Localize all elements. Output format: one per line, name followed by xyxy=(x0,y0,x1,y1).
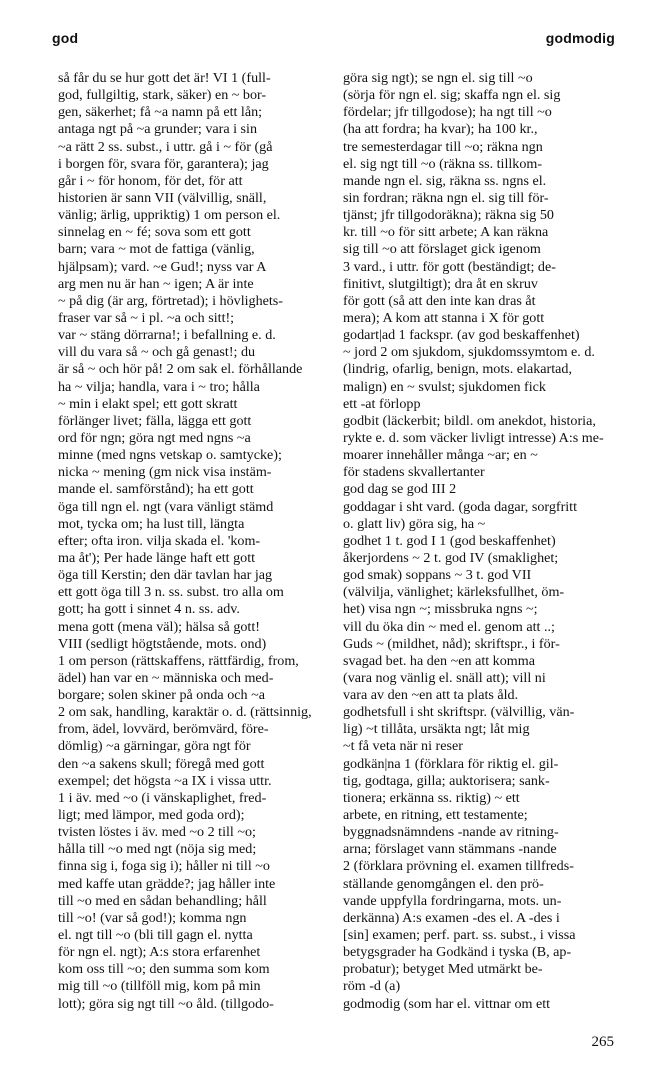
text-line: förlänger livet; fälla, lägga ett gott xyxy=(58,412,252,429)
text-line: (lindrig, ofarlig, benign, mots. elakartad, xyxy=(343,361,572,378)
text-line: till ~o med en sådan behandling; håll xyxy=(58,892,267,909)
text-line: derkänna) A:s examen -des el. A -des i xyxy=(343,909,560,926)
text-line: moarer innehåller många ~ar; en ~ xyxy=(343,447,538,464)
text-line: exempel; det högsta ~a IX i vissa uttr. xyxy=(58,772,272,789)
text-line: rykte e. d. som väcker livligt intresse) A:s me- xyxy=(343,429,604,446)
text-line: så får du se hur gott det är! VI 1 (full- xyxy=(58,70,271,86)
text-line: med kaffe utan grädde?; jag håller inte xyxy=(58,875,276,892)
text-line: o. glatt liv) göra sig, ha ~ xyxy=(343,515,486,532)
text-line: arg men nu är han ~ igen; A är inte xyxy=(58,275,254,292)
text-line: (vara nog vänlig el. snäll att); vill ni xyxy=(343,669,546,686)
text-line: ~t få veta när ni reser xyxy=(343,738,463,755)
text-line: sinnelag en ~ fé; sova som ett gott xyxy=(58,224,251,241)
text-line: hjälpsam); vard. ~e Gud!; nyss var A xyxy=(58,258,267,275)
text-line: 1 om person (rättskaffens, rättfärdig, from, xyxy=(58,652,299,669)
text-line: röm -d (a) xyxy=(343,978,401,995)
text-line: för gott (så att den inte kan dras åt xyxy=(343,292,536,309)
text-line: är så ~ och hör på! 2 om sak el. förhållande xyxy=(58,361,303,378)
text-line: ~ på dig (är arg, förtretad); i hövlighets- xyxy=(58,292,283,309)
text-line: tjänst; jfr tillgodoräkna); räkna sig 50 xyxy=(343,207,554,224)
text-line: finna sig i, foga sig i); håller ni till ~o xyxy=(58,858,270,875)
text-line: den ~a sakens skull; föregå med gott xyxy=(58,755,265,772)
text-line: sin fordran; räkna ngn el. sig till för- xyxy=(343,189,549,206)
text-line: arbete, en ritning, ett testamente; xyxy=(343,807,528,824)
text-line: lig) ~t tillåta, ursäkta ngt; låt mig xyxy=(343,721,530,738)
text-line: malign) en ~ svulst; sjukdomen fick xyxy=(343,378,546,395)
text-line: 3 vard., i uttr. för gott (beständigt; de- xyxy=(343,258,556,275)
text-line: hålla till ~o med ngt (nöja sig med; xyxy=(58,841,257,858)
text-line: VIII (sedligt högtstående, mots. ond) xyxy=(58,635,267,652)
text-line: fördelar; jfr tillgodose); ha ngt till ~o xyxy=(343,104,552,121)
text-line: öga till Kerstin; den där tavlan har jag xyxy=(58,567,273,584)
text-line: gott; ha gott i sinnet 4 n. ss. adv. xyxy=(58,601,240,618)
text-line: betygsgrader ha Godkänd i tyska (B, ap- xyxy=(343,944,572,961)
text-line: ma åt'); Per hade länge haft ett gott xyxy=(58,549,256,566)
text-line: mera); A kom att stanna i X för gott xyxy=(343,309,545,326)
text-line: 1 i äv. med ~o (i vänskaplighet, fred- xyxy=(58,789,267,806)
text-line: mande ngn el. sig, räkna ss. ngns el. xyxy=(343,172,547,189)
text-line: godhet 1 t. god I 1 (god beskaffenhet) xyxy=(343,532,556,549)
text-line: för stadens skvallertanter xyxy=(343,464,485,481)
left-column xyxy=(58,70,318,1013)
text-line: arna; förslaget vann stämmans -nande xyxy=(343,841,557,858)
text-line: vande uppfylla fordringarna, mots. un- xyxy=(343,892,562,909)
text-line: dömlig) ~a gärningar, göra ngt för xyxy=(58,738,251,755)
text-line: vill du öka din ~ med el. genom att ..; xyxy=(343,618,555,635)
text-line: lott); göra sig ngt till ~o åld. (tillgodo- xyxy=(58,995,274,1012)
text-line: 2 (förklara prövning el. examen tillfreds- xyxy=(343,858,574,875)
text-line: går i ~ för honom, för det, för att xyxy=(58,172,243,189)
text-line: mena gott (mena väl); hälsa så gott! xyxy=(58,618,260,635)
text-line: vill du vara så ~ och gå genast!; du xyxy=(58,344,256,361)
text-line: sig till ~o att förslaget gick igenom xyxy=(343,241,541,258)
text-line: tig, godtaga, gilla; auktorisera; sank- xyxy=(343,772,550,789)
text-line: mig till ~o (tillföll mig, kom på min xyxy=(58,978,261,995)
text-line: (sörja för ngn el. sig; skaffa ngn el. sig xyxy=(343,87,561,104)
text-line: ställande genomgången el. den prö- xyxy=(343,875,544,892)
text-line: god smak) soppans ~ 3 t. god VII xyxy=(343,567,532,584)
text-line: fraser var så ~ i pl. ~a och sitt!; xyxy=(58,309,235,326)
text-line: barn; vara ~ mot de fattiga (vänlig, xyxy=(58,241,255,258)
text-line: godmodig (som har el. vittnar om ett xyxy=(343,995,551,1012)
text-line: i borgen för, svara för, garantera); jag xyxy=(58,155,269,172)
text-line: tionera; erkänna ss. riktig) ~ ett xyxy=(343,789,520,806)
text-line: efter; ofta iron. vilja skada el. 'kom- xyxy=(58,532,261,549)
text-line: nicka ~ mening (gm nick visa instäm- xyxy=(58,464,272,481)
text-line: god, fullgiltig, stark, säker) en ~ bor- xyxy=(58,87,267,104)
text-line: åkerjordens ~ 2 t. god IV (smaklighet; xyxy=(343,549,559,566)
text-line: mande el. samförstånd); ha ett gott xyxy=(58,481,254,498)
text-line: god dag se god III 2 xyxy=(343,481,457,498)
text-line: antaga ngt på ~a grunder; vara i sin xyxy=(58,121,257,138)
text-line: ädel) han var en ~ människa och med- xyxy=(58,669,274,686)
text-line: vänlig; ärlig, uppriktig) 1 om person el. xyxy=(58,207,281,224)
text-line: finitivt, slutgiltigt); dra åt en skruv xyxy=(343,275,538,292)
text-line: [sin] examen; perf. part. ss. subst., i vissa xyxy=(343,927,576,944)
text-line: ~ min i elakt spel; ett gott skratt xyxy=(58,395,238,412)
text-line: ~a rätt 2 ss. subst., i uttr. gå i ~ för (gå xyxy=(58,138,273,155)
text-line: till ~o! (var så god!); komma ngn xyxy=(58,909,247,926)
text-line: kr. till ~o för sitt arbete; A kan räkna xyxy=(343,224,549,241)
text-line: probatur); betyget Med utmärkt be- xyxy=(343,961,543,978)
guide-word-left: god xyxy=(52,30,79,46)
text-line: el. sig ngt till ~o (räkna ss. tillkom- xyxy=(343,155,543,172)
text-line: from, ädel, lovvärd, berömvärd, före- xyxy=(58,721,269,738)
text-line: ~ jord 2 om sjukdom, sjukdomssymtom e. d. xyxy=(343,344,595,361)
guide-word-right: godmodig xyxy=(545,30,615,46)
text-line: godart|ad 1 fackspr. (av god beskaffenhet) xyxy=(343,327,580,344)
text-line: het) visa ngn ~; missbruka ngns ~; xyxy=(343,601,538,618)
text-line: för ngn el. ngt); A:s stora erfarenhet xyxy=(58,944,261,961)
text-line: goddagar i sht vard. (goda dagar, sorgfritt xyxy=(343,498,578,515)
page-number: 265 xyxy=(591,1034,614,1050)
text-line: ett -at förlopp xyxy=(343,395,421,412)
text-line: kom oss till ~o; den summa som kom xyxy=(58,961,270,978)
text-line: minne (med ngns vetskap o. samtycke); xyxy=(58,447,282,464)
text-line: 2 om sak, handling, karaktär o. d. (rättsinnig, xyxy=(58,704,312,721)
text-line: byggnadsnämndens -nande av ritning- xyxy=(343,824,559,841)
text-line: göra sig ngt); se ngn el. sig till ~o xyxy=(343,70,533,86)
text-line: gen, säkerhet; få ~a namn på ett lån; xyxy=(58,104,263,121)
text-line: ord för ngn; göra ngt med ngns ~a xyxy=(58,429,251,446)
text-line: el. ngt till ~o (bli till gagn el. nytta xyxy=(58,927,253,944)
text-line: godkän|na 1 (förklara för riktig el. gil- xyxy=(343,755,559,772)
text-line: godbit (läckerbit; bildl. om anekdot, historia, xyxy=(343,412,596,429)
text-line: ligt; med lämpor, med goda ord); xyxy=(58,807,245,824)
text-line: vara av den ~en att ta plats åld. xyxy=(343,687,519,704)
right-column xyxy=(343,70,615,1013)
text-line: var ~ stäng dörrarna!; i befallning e. d. xyxy=(58,327,276,344)
text-line: Guds ~ (mildhet, nåd); skriftspr., i för- xyxy=(343,635,560,652)
text-line: tre semesterdagar till ~o; räkna ngn xyxy=(343,138,543,155)
text-line: ett gott öga till 3 n. ss. subst. tro alla om xyxy=(58,584,284,601)
text-line: historien är sann VII (välvillig, snäll, xyxy=(58,189,267,206)
text-line: ha ~ vilja; handla, vara i ~ tro; hålla xyxy=(58,378,260,395)
text-line: svagad bet. ha den ~en att komma xyxy=(343,652,535,669)
text-line: (välvilja, vänlighet; kärleksfullhet, öm- xyxy=(343,584,565,601)
text-line: tvisten löstes i äv. med ~o 2 till ~o; xyxy=(58,824,256,841)
text-line: (ha att fordra; ha kvar); ha 100 kr., xyxy=(343,121,538,138)
text-line: borgare; solen skiner på onda och ~a xyxy=(58,687,265,704)
text-line: mot, tycka om; ha lust till, längta xyxy=(58,515,245,532)
text-line: öga till ngn el. ngt (vara vänligt stämd xyxy=(58,498,274,515)
text-line: godhetsfull i sht skriftspr. (välvillig, vän- xyxy=(343,704,575,721)
